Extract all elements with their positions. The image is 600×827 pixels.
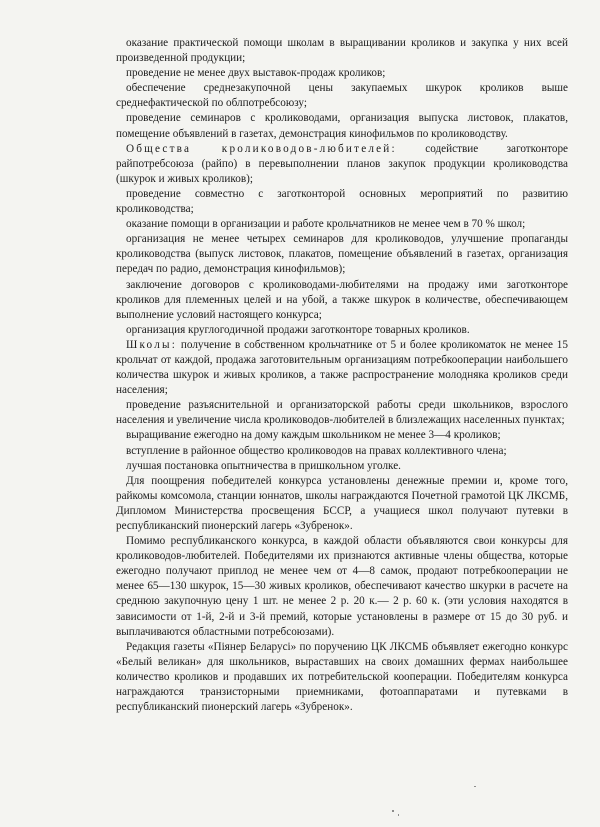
paragraph: выращивание ежегодно на дому каждым школьником не менее 3—4 кроликов;	[126, 429, 501, 442]
paragraph: проведение совместно с заготконторой основных мероприятий по развитию кролиководства;	[116, 187, 568, 216]
paragraph: организация не менее четырех семинаров для кролиководов, улучшение пропаганды кролиководства (выпуск листовок, плакатов, помещение объявлений в газетах, организация передач по радио, демонстрация кинофильмов);	[116, 233, 568, 276]
paragraph: оказание практической помощи школам в выращивании кроликов и закупка у них всей произведенной продукции;	[116, 37, 568, 65]
paragraph: организация круглогодичной продажи заготконторе товарных кроликов.	[126, 323, 470, 336]
document-page	[116, 36, 568, 715]
section-lead: Школы:	[126, 338, 178, 351]
paragraph: проведение семинаров с кролиководами, организация выпуска листовок, плакатов, помещение объявлений в газетах, демонстрация кинофильмов по кролиководству.	[116, 112, 568, 140]
scan-speck	[392, 810, 394, 812]
paragraph: обеспечение среднезакупочной цены закупаемых шкурок кроликов выше среднефактической по облпотребсоюзу;	[116, 82, 568, 110]
paragraph: заключение договоров с кролиководами-любителями на продажу ими заготконторе кроликов для племенных целей и на убой, а также шкурок в количестве, обеспечивающем выполнение условий настоящего конкурса;	[116, 278, 568, 321]
paragraph-societies: Общества кролиководов-любителей: содействие заготконторе райпотребсоюза (райпо) в перевыполнении планов закупок продукции кролиководства (шкурок и живых кроликов);	[116, 142, 568, 185]
scan-speck	[474, 786, 476, 787]
paragraph: лучшая постановка опытничества в пришкольном уголке.	[126, 459, 401, 472]
scan-speck	[398, 814, 399, 816]
section-lead: Общества кролиководов-любителей:	[126, 142, 397, 155]
paragraph: оказание помощи в организации и работе крольчатников не менее чем в 70 % школ;	[126, 218, 526, 231]
paragraph-awards: Для поощрения победителей конкурса установлены денежные премии и, кроме того, райкомы комсомола, станции юннатов, школы награждаются Почетной грамотой ЦК ЛКСМБ, Дипломом Министерства просвещения БССР, а учащиеся школ получают путевки в республиканский пионерский лагерь «Зубренок».	[116, 474, 568, 532]
paragraph: вступление в районное общество кролиководов на правах коллективного члена;	[126, 444, 507, 457]
paragraph-schools: Школы: получение в собственном крольчатнике от 5 и более кроликоматок не менее 15 крольчат от каждой, продажа заготовительным организациям потребкооперации наибольшего количества шкурок и живых кроликов, а также распространение молодняка кроликов среди населения;	[116, 338, 568, 397]
paragraph: проведение не менее двух выставок-продаж кроликов;	[126, 67, 386, 80]
paragraph-regional-contests: Помимо республиканского конкурса, в каждой области объявляются свои конкурсы для кролиководов-любителей. Победителями их признаются активные члены общества, которые ежегодно получают приплод не менее чем от 4—8 самок, продают потребкооперации не менее 65—130 шкурок, 15—30 живых кроликов, обеспечивают качество шкурки в расчете на среднюю закупочную цену 1 шт. не менее 2 р. 20 к.— 2 р. 60 к. (эти условия находятся в зависимости от 1-й, 2-й и 3-й премий, которые установлены в размере от 15 до 30 руб. и выплачиваются областными потребсоюзами).	[116, 535, 568, 638]
paragraph: проведение разъяснительной и организаторской работы среди школьников, взрослого населения и увеличение числа кролиководов-любителей в близлежащих населенных пунктах;	[116, 399, 568, 427]
paragraph-white-giant-contest: Редакция газеты «Піянер Беларусі» по поручению ЦК ЛКСМБ объявляет ежегодно конкурс «Белый великан» для школьников, выраставших на своих домашних фермах наибольшее количество кроликов и продавших их потребительской кооперации. Победителям конкурса награждаются транзисторными приемниками, фотоаппаратами и путевками в республиканский пионерский лагерь «Зубренок».	[116, 640, 568, 714]
